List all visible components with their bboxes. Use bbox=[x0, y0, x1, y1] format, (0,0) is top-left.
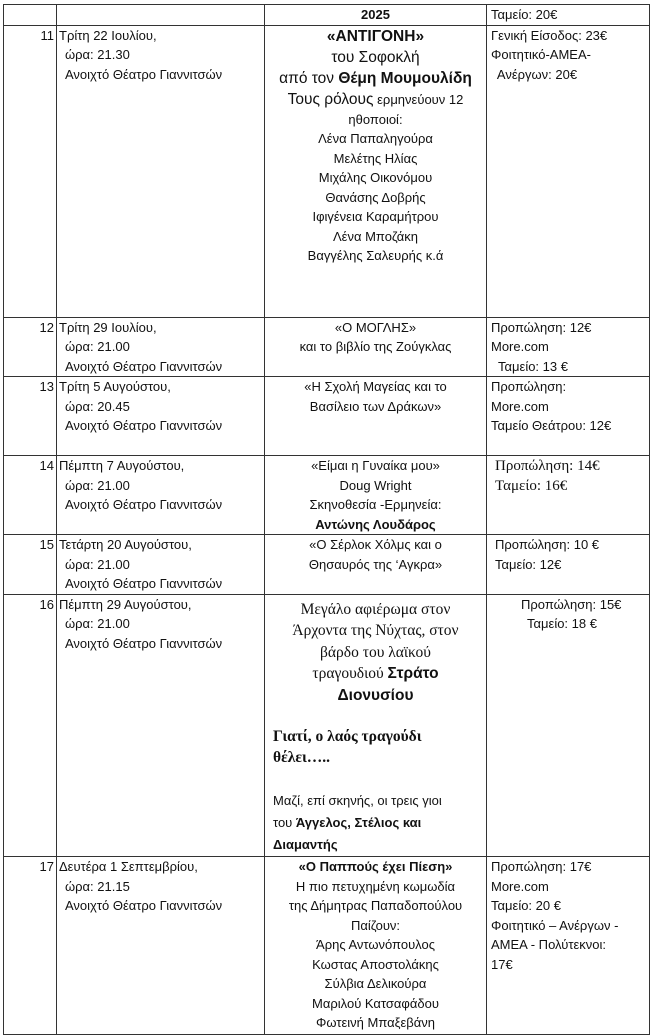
time-line: ώρα: 21.00 bbox=[65, 556, 130, 572]
header-price: Ταμείο: 20€ bbox=[487, 5, 650, 26]
price-line: Ταμείο: 13 € bbox=[498, 358, 568, 374]
tribute-line bbox=[267, 663, 484, 685]
show-title: «Ο Παππούς έχει Πίεση» bbox=[298, 859, 453, 874]
show-line: Θησαυρός της ‘Αγκρα» bbox=[308, 556, 443, 572]
date-cell bbox=[57, 5, 265, 26]
sons-names-2: Διαμαντής bbox=[273, 837, 338, 852]
show-line: και το βιβλίο της Ζούγκλας bbox=[299, 339, 452, 354]
date-line: Τρίτη 29 Ιουλίου, bbox=[59, 319, 157, 335]
director-prefix: από τον bbox=[279, 69, 339, 87]
date-line: Δευτέρα 1 Σεπτεμβρίου, bbox=[59, 859, 198, 874]
show-cell bbox=[265, 594, 487, 857]
table-row bbox=[4, 25, 650, 317]
table-header-row bbox=[4, 5, 650, 26]
date-cell bbox=[57, 535, 265, 595]
price-line: ΑΜΕΑ - Πολύτεκνοι: bbox=[491, 937, 607, 952]
price-line: Προπώληση: bbox=[491, 379, 567, 394]
date-line: Τρίτη 5 Αυγούστου, bbox=[59, 379, 171, 394]
date-line: Πέμπτη 29 Αυγούστου, bbox=[59, 596, 192, 612]
roles-line-2: ηθοποιοί: bbox=[348, 111, 403, 127]
cast-member: Κωστας Αποστολάκης bbox=[312, 956, 439, 972]
venue-line: Ανοιχτό Θέατρο Γιαννιτσών bbox=[65, 635, 223, 651]
cast-member: Λένα Μποζάκη bbox=[332, 228, 419, 244]
show-line: Παίζουν: bbox=[350, 917, 401, 933]
sons-names: Άγγελος, Στέλιος και bbox=[295, 815, 422, 830]
table-row bbox=[4, 317, 650, 377]
roles-rest: ερμηνεύουν 12 bbox=[373, 91, 464, 107]
price-line: Προπώληση: 15€ bbox=[521, 596, 622, 612]
show-line: Doug Wright bbox=[339, 477, 412, 493]
time-line: ώρα: 21.00 bbox=[65, 339, 130, 354]
venue-line: Ανοιχτό Θέατρο Γιαννιτσών bbox=[65, 497, 223, 512]
sons-text bbox=[267, 790, 484, 856]
singer-last-name: Διονυσίου bbox=[337, 686, 414, 704]
sons-prefix: του bbox=[273, 815, 296, 830]
table-row bbox=[4, 857, 650, 1035]
number-cell bbox=[4, 5, 57, 26]
price-line: Ταμείο: 18 € bbox=[527, 616, 597, 631]
tribute-prefix: τραγουδιού bbox=[312, 665, 388, 682]
price-line: More.com bbox=[491, 878, 549, 894]
date-cell bbox=[57, 377, 265, 456]
tribute-line: Άρχοντα της Νύχτας, στον bbox=[292, 622, 459, 639]
table-row bbox=[4, 535, 650, 595]
date-line: Τρίτη 22 Ιουλίου, bbox=[59, 27, 157, 43]
price-cell bbox=[487, 317, 650, 377]
cast-member: Φωτεινή Μπαξεβάνη bbox=[316, 1015, 435, 1030]
price-cell bbox=[487, 25, 650, 317]
table-row bbox=[4, 377, 650, 456]
row-number: 17 bbox=[4, 857, 57, 1035]
tribute-text bbox=[267, 595, 484, 707]
venue-line: Ανοιχτό Θέατρο Γιαννιτσών bbox=[65, 358, 223, 374]
cast-member: Μελέτης Ηλίας bbox=[333, 150, 418, 166]
show-director bbox=[267, 68, 484, 89]
price-line: Φοιτητικό-ΑΜΕΑ- bbox=[491, 47, 591, 62]
time-line: ώρα: 21.30 bbox=[65, 47, 130, 62]
price-line: Προπώληση: 17€ bbox=[491, 859, 592, 874]
row-number: 11 bbox=[4, 25, 57, 317]
time-line: ώρα: 21.00 bbox=[65, 477, 130, 493]
tribute-line: βάρδο του λαϊκού bbox=[320, 643, 431, 661]
row-number: 15 bbox=[4, 535, 57, 595]
sons-line: Μαζί, επί σκηνής, οι τρεις γιοι bbox=[273, 793, 442, 808]
sons-line bbox=[273, 812, 484, 834]
price-cell bbox=[487, 377, 650, 456]
price-line: Φοιτητικό – Ανέργων - bbox=[491, 917, 619, 933]
venue-line: Ανοιχτό Θέατρο Γιαννιτσών bbox=[65, 576, 223, 591]
price-line: Γενική Είσοδος: 23€ bbox=[491, 27, 608, 43]
show-line: «Η Σχολή Μαγείας και το bbox=[304, 379, 447, 394]
schedule-table bbox=[3, 4, 650, 1035]
cast-member: Άρης Αντωνόπουλος bbox=[316, 937, 435, 952]
price-line: Ταμείο: 20 € bbox=[491, 898, 561, 913]
price-line: Ταμείο Θεάτρου: 12€ bbox=[491, 418, 612, 433]
price-line: More.com bbox=[491, 398, 549, 414]
tribute-line: Μεγάλο αφιέρωμα στον bbox=[300, 600, 451, 618]
cast-member: Σύλβια Δελικούρα bbox=[324, 976, 427, 991]
show-cell bbox=[265, 377, 487, 456]
show-performer: Αντώνης Λουδάρος bbox=[315, 516, 436, 532]
show-cell bbox=[265, 535, 487, 595]
time-line: ώρα: 21.00 bbox=[65, 616, 130, 631]
cast-member: Θανάσης Δοβρής bbox=[325, 189, 426, 205]
show-title: «ΑΝΤΙΓΟΝΗ» bbox=[326, 27, 425, 45]
show-line: «Ο ΜΟΓΛΗΣ» bbox=[334, 319, 417, 335]
show-author: του Σοφοκλή bbox=[331, 48, 420, 66]
time-line: ώρα: 20.45 bbox=[65, 398, 130, 414]
row-number: 16 bbox=[4, 594, 57, 857]
price-line: Ανέργων: 20€ bbox=[496, 66, 578, 82]
date-cell bbox=[57, 857, 265, 1035]
price-line: Προπώληση: 10 € bbox=[495, 537, 600, 552]
show-line: Βασίλειο των Δράκων» bbox=[309, 398, 442, 414]
price-cell bbox=[487, 456, 650, 535]
venue-line: Ανοιχτό Θέατρο Γιαννιτσών bbox=[65, 898, 223, 913]
venue-line: Ανοιχτό Θέατρο Γιαννιτσών bbox=[65, 418, 223, 433]
time-line: ώρα: 21.15 bbox=[65, 878, 130, 894]
date-cell bbox=[57, 594, 265, 857]
price-line: Ταμείο: 12€ bbox=[495, 556, 562, 572]
show-cell bbox=[265, 25, 487, 317]
show-line: Σκηνοθεσία -Ερμηνεία: bbox=[309, 497, 442, 512]
show-line: «Ο Σέρλοκ Χόλμς και ο bbox=[309, 537, 442, 552]
price-line: Προπώληση: 12€ bbox=[491, 319, 592, 335]
price-line: Προπώληση: 14€ bbox=[495, 458, 600, 474]
date-line: Τετάρτη 20 Αυγούστου, bbox=[59, 537, 192, 552]
row-number: 13 bbox=[4, 377, 57, 456]
price-line: More.com bbox=[491, 339, 549, 354]
price-cell bbox=[487, 594, 650, 857]
show-cell bbox=[265, 857, 487, 1035]
row-number: 12 bbox=[4, 317, 57, 377]
roles-line bbox=[267, 89, 484, 110]
row-number: 14 bbox=[4, 456, 57, 535]
date-cell bbox=[57, 25, 265, 317]
cast-member: Βαγγέλης Σαλευρής κ.ά bbox=[307, 248, 444, 263]
date-line: Πέμπτη 7 Αυγούστου, bbox=[59, 458, 185, 473]
date-cell bbox=[57, 317, 265, 377]
show-line: «Είμαι η Γυναίκα μου» bbox=[311, 458, 440, 473]
table-row bbox=[4, 594, 650, 857]
price-cell bbox=[487, 857, 650, 1035]
cast-member: Μαριλού Κατσαφάδου bbox=[312, 995, 439, 1011]
show-line: της Δήμητρας Παπαδοπούλου bbox=[288, 898, 463, 913]
roles-big: Τους ρόλους bbox=[287, 90, 374, 108]
director-name: Θέμη Μουμουλίδη bbox=[338, 69, 472, 87]
price-line: 17€ bbox=[491, 956, 513, 972]
price-cell bbox=[487, 535, 650, 595]
year-heading: 2025 bbox=[265, 5, 487, 26]
slogan-line: θέλει….. bbox=[273, 749, 331, 766]
cast-member: Λένα Παπαληγούρα bbox=[318, 131, 433, 146]
singer-first-name: Στράτο bbox=[387, 665, 439, 682]
date-cell bbox=[57, 456, 265, 535]
show-cell bbox=[265, 456, 487, 535]
price-line: Ταμείο: 16€ bbox=[495, 478, 568, 494]
venue-line: Ανοιχτό Θέατρο Γιαννιτσών bbox=[65, 66, 223, 82]
cast-member: Μιχάλης Οικονόμου bbox=[318, 170, 433, 185]
show-line: Η πιο πετυχημένη κωμωδία bbox=[295, 878, 456, 894]
cast-member: Ιφιγένεια Καραμήτρου bbox=[312, 209, 439, 224]
slogan bbox=[267, 726, 484, 768]
show-cell bbox=[265, 317, 487, 377]
slogan-line: Γιατί, ο λαός τραγούδι bbox=[273, 728, 422, 745]
table-row bbox=[4, 456, 650, 535]
